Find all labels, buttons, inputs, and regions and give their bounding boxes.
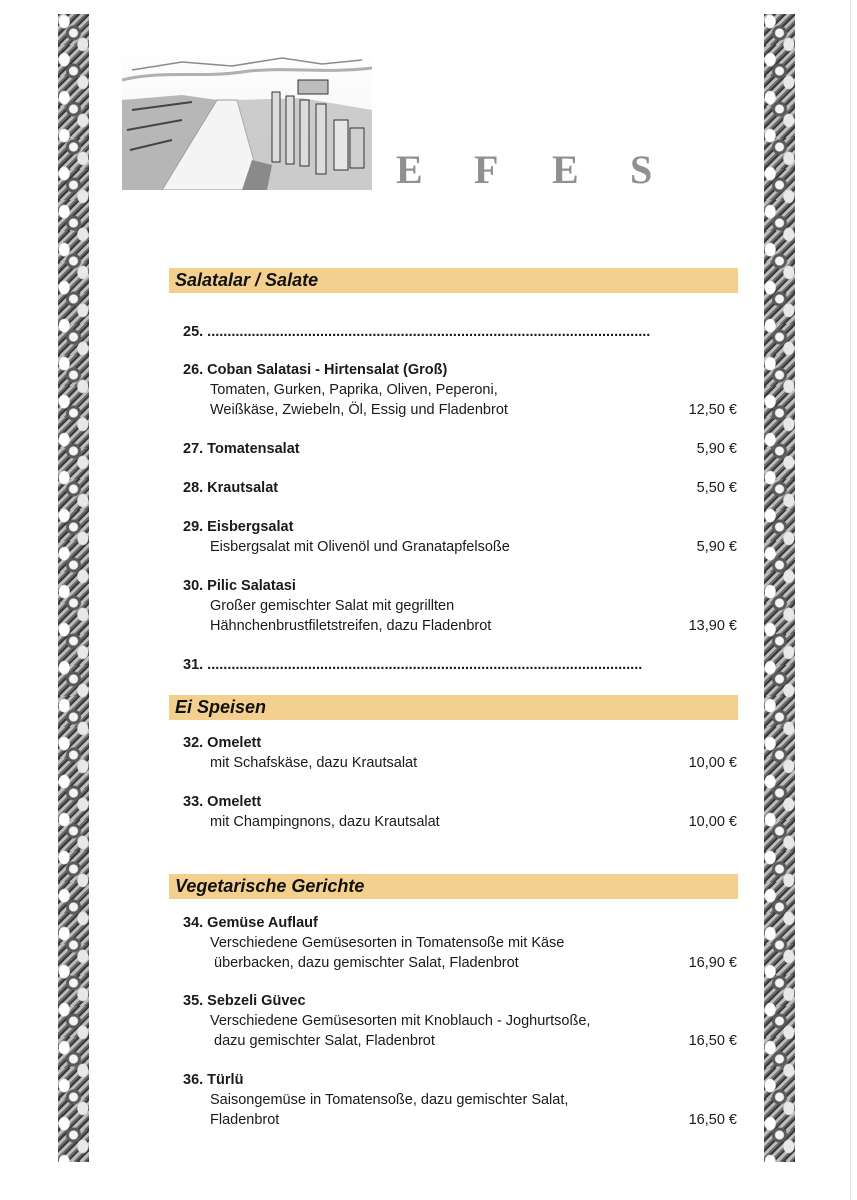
item-price: 5,50 € [696,480,737,496]
menu-item-28 [183,478,737,498]
item-description: Großer gemischter Salat mit gegrillten [210,598,455,614]
item-name: 34. Gemüse Auflauf [183,915,318,931]
section-header-salads [169,268,738,293]
item-description: Eisbergsalat mit Olivenöl und Granatapfelsoße [210,539,510,555]
menu-item-36 [183,1070,737,1130]
menu-item-27 [183,439,737,459]
item-description: überbacken, dazu gemischter Salat, Fladenbrot [210,955,519,971]
item-price: 10,00 € [688,814,737,830]
item-price: 16,50 € [688,1033,737,1049]
menu-item-34 [183,913,737,973]
title-letter: E [552,147,580,192]
item-name: 36. Türlü [183,1072,244,1088]
item-description: Weißkäse, Zwiebeln, Öl, Essig und Fladenbrot [210,402,508,418]
menu-item-29 [183,517,737,557]
menu-item-30 [183,576,737,636]
menu-item-32 [183,733,737,773]
floral-border-left [58,14,89,1162]
menu-item-33 [183,792,737,832]
menu-item-26 [183,360,737,420]
section-header-vegetarian [169,874,738,899]
item-description: Fladenbrot [210,1112,280,1128]
ancient-ruins-illustration [122,40,372,190]
item-description: Verschiedene Gemüsesorten mit Knoblauch - Joghurtsoße, [210,1013,591,1029]
item-description: Saisongemüse in Tomatensoße, dazu gemischter Salat, [210,1092,569,1108]
menu-item-31 [183,655,737,675]
item-price: 16,90 € [688,955,737,971]
floral-border-right [764,14,795,1162]
item-name: 31. ............................................................................................................ [183,657,643,673]
restaurant-title [396,146,660,193]
item-name: 29. Eisbergsalat [183,519,294,535]
item-name: 25. .............................................................................................................. [183,324,651,340]
item-price: 5,90 € [696,539,737,555]
item-name: 28. Krautsalat [183,480,279,496]
item-name: 32. Omelett [183,735,262,751]
item-name: 30. Pilic Salatasi [183,578,296,594]
item-name: 26. Coban Salatasi - Hirtensalat (Groß) [183,362,448,378]
item-description: Verschiedene Gemüsesorten in Tomatensoße mit Käse [210,935,565,951]
title-letter: F [474,147,500,192]
menu-item-25 [183,322,737,342]
title-letter: E [396,147,424,192]
item-name: 33. Omelett [183,794,262,810]
menu-item-35 [183,991,737,1051]
section-title: Vegetarische Gerichte [175,876,365,896]
item-description: Tomaten, Gurken, Paprika, Oliven, Peperoni, [210,382,498,398]
item-description: mit Champingnons, dazu Krautsalat [210,814,440,830]
item-name: 35. Sebzeli Güvec [183,993,306,1009]
item-price: 10,00 € [688,755,737,771]
item-description: dazu gemischter Salat, Fladenbrot [210,1033,435,1049]
item-name: 27. Tomatensalat [183,441,300,457]
item-price: 13,90 € [688,618,737,634]
item-description: Hähnchenbrustfiletstreifen, dazu Fladenbrot [210,618,492,634]
item-price: 5,90 € [696,441,737,457]
title-letter: S [630,147,654,192]
page-edge-line [850,0,851,1200]
section-header-egg-dishes [169,695,738,720]
item-description: mit Schafskäse, dazu Krautsalat [210,755,418,771]
item-price: 12,50 € [688,402,737,418]
section-title: Salatalar / Salate [175,270,319,290]
item-price: 16,50 € [688,1112,737,1128]
section-title: Ei Speisen [175,697,267,717]
